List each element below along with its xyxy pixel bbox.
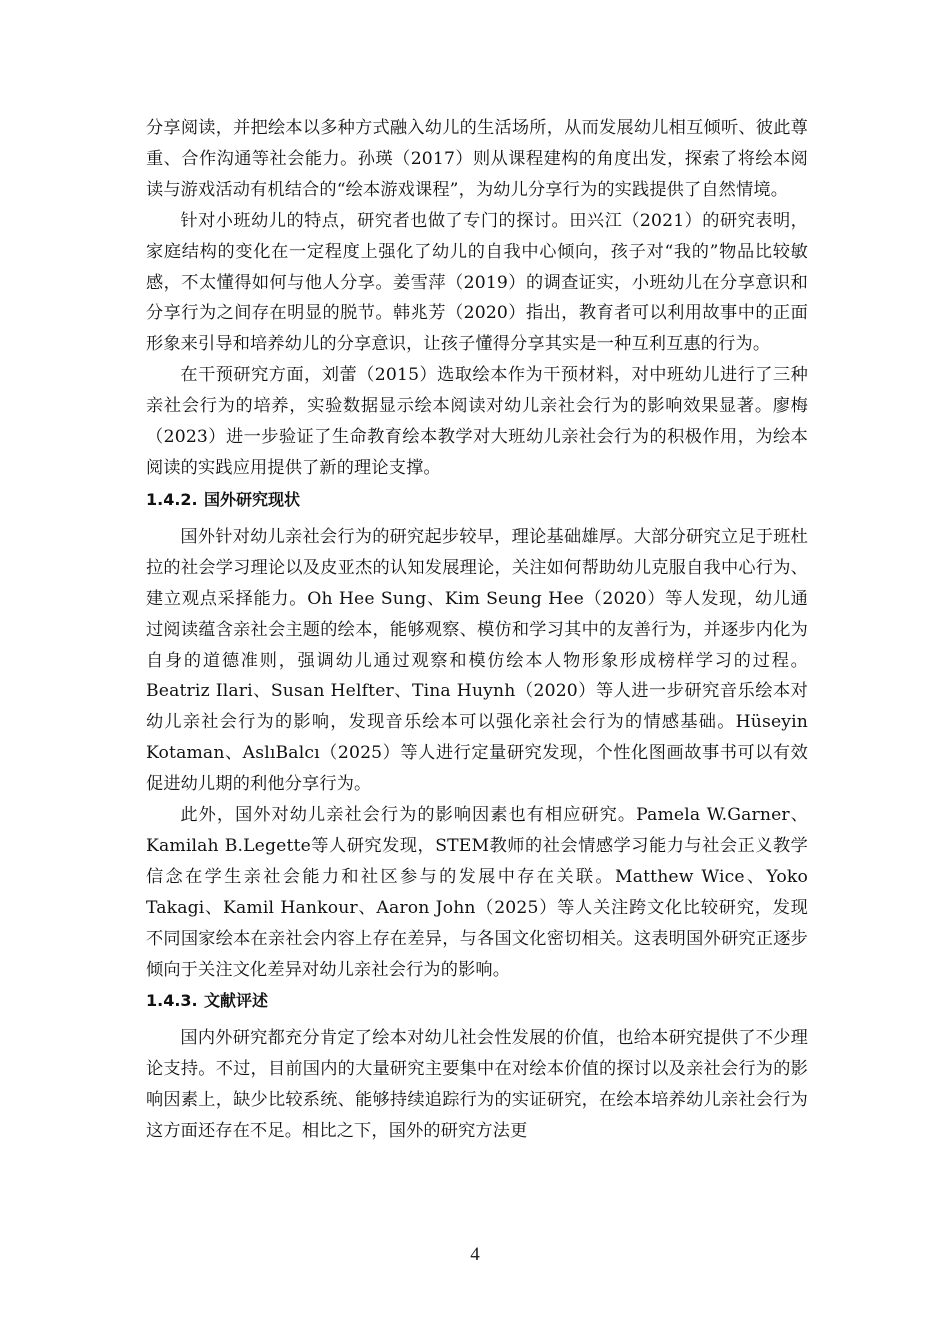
body-paragraph: 国外针对幼儿亲社会行为的研究起步较早，理论基础雄厚。大部分研究立足于班杜拉的社会学习理论以及皮亚杰的认知发展理论，关注如何帮助幼儿克服自我中心行为、建立观点采择能力。Oh Hee Sung、Kim Seung Hee（2020）等人发现，幼儿通过阅读蕴含亲社会主题的绘本，能够观察、模仿和学习其中的友善行为，并逐步内化为自身的道德准则，强调幼儿通过观察和模仿绘本人物形象形成榜样学习的过程。Beatriz Ilari、Susan Helfter、Tina Huynh（2020）等人进一步研究音乐绘本对幼儿亲社会行为的影响，发现音乐绘本可以强化亲社会行为的情感基础。Hüseyin Kotaman、AslıBalcı（2025）等人进行定量研究发现，个性化图画故事书可以有效促进幼儿期的利他分享行为。 (146, 526, 808, 795)
body-paragraph: 分享阅读，并把绘本以多种方式融入幼儿的生活场所，从而发展幼儿相互倾听、彼此尊重、合作沟通等社会能力。孙瑛（2017）则从课程建构的角度出发，探索了将绘本阅读与游戏活动有机结合的“绘本游戏课程”，为幼儿分享行为的实践提供了自然情境。 (146, 118, 808, 200)
body-paragraph: 此外，国外对幼儿亲社会行为的影响因素也有相应研究。Pamela W.Garner、Kamilah B.Legette等人研究发现，STEM教师的社会情感学习能力与社会正义教学信念在学生亲社会能力和社区参与的发展中存在关联。Matthew Wice、Yoko Takagi、Kamil Hankour、Aaron John（2025）等人关注跨文化比较研究，发现不同国家绘本在亲社会内容上存在差异，与各国文化密切相关。这表明国外研究正逐步倾向于关注文化差异对幼儿亲社会行为的影响。 (146, 805, 808, 980)
section-heading (146, 985, 808, 1017)
section-title: 文献评述 (204, 991, 269, 1011)
document-body (146, 113, 808, 1147)
section-number: 1.4.2. (146, 489, 198, 509)
body-paragraph: 国内外研究都充分肯定了绘本对幼儿社会性发展的价值，也给本研究提供了不少理论支持。不过，目前国内的大量研究主要集中在对绘本价值的探讨以及亲社会行为的影响因素上，缺少比较系统、能够持续追踪行为的实证研究，在绘本培养幼儿亲社会行为这方面还存在不足。相比之下，国外的研究方法更 (146, 1028, 808, 1142)
body-paragraph: 在干预研究方面，刘蕾（2015）选取绘本作为干预材料，对中班幼儿进行了三种亲社会行为的培养，实验数据显示绘本阅读对幼儿亲社会行为的影响效果显著。廖梅（2023）进一步验证了生命教育绘本教学对大班幼儿亲社会行为的积极作用，为绘本阅读的实践应用提供了新的理论支撑。 (146, 365, 808, 478)
section-heading (146, 484, 808, 516)
page-number: 4 (470, 1244, 480, 1265)
section-title: 国外研究现状 (204, 489, 301, 509)
body-paragraph: 针对小班幼儿的特点，研究者也做了专门的探讨。田兴江（2021）的研究表明，家庭结构的变化在一定程度上强化了幼儿的自我中心倾向，孩子对“我的”物品比较敏感，不太懂得如何与他人分享。姜雪萍（2019）的调查证实，小班幼儿在分享意识和分享行为之间存在明显的脱节。韩兆芳（2020）指出，教育者可以利用故事中的正面形象来引导和培养幼儿的分享意识，让孩子懂得分享其实是一种互利互惠的行为。 (146, 210, 808, 355)
section-number: 1.4.3. (146, 991, 198, 1011)
